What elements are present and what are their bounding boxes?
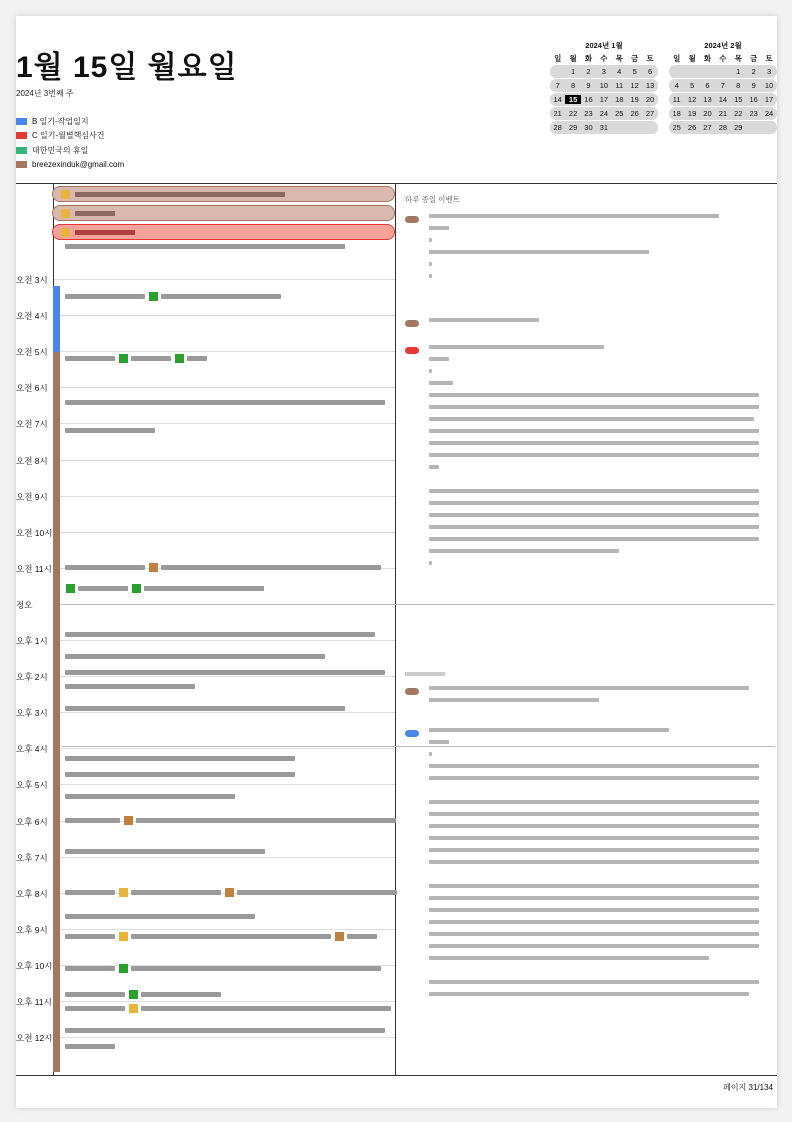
- legend-label: 대한민국의 휴일: [32, 146, 89, 155]
- blurred-text: [131, 966, 381, 971]
- day-cell[interactable]: 29: [568, 123, 578, 132]
- event[interactable]: [62, 632, 375, 637]
- day-cell[interactable]: 28: [718, 123, 728, 132]
- hour-gridline: [54, 315, 395, 316]
- day-cell[interactable]: 20: [645, 95, 655, 104]
- day-cell[interactable]: 7: [720, 81, 725, 90]
- weekday-label: 토: [646, 54, 654, 63]
- week-row: [550, 93, 658, 106]
- allday-event[interactable]: [52, 186, 395, 202]
- hour-gridline: [54, 748, 395, 749]
- day-cell[interactable]: 19: [687, 109, 697, 118]
- day-cell[interactable]: 22: [734, 109, 743, 118]
- hour-gridline: [54, 857, 395, 858]
- column-divider: [395, 183, 396, 1075]
- hour-gridline: [54, 712, 395, 713]
- day-cell[interactable]: 12: [630, 81, 639, 90]
- day-cell[interactable]: 7: [555, 81, 560, 90]
- weekday-label: 월: [569, 54, 577, 63]
- day-cell[interactable]: 25: [672, 123, 681, 132]
- blurred-text: [75, 230, 135, 235]
- event-bar-brown: [53, 352, 60, 1072]
- hour-gridline: [54, 640, 395, 641]
- event[interactable]: [62, 400, 385, 405]
- day-cell[interactable]: 23: [584, 109, 593, 118]
- week-row: [669, 65, 777, 78]
- hour-label: 오후 3시: [16, 708, 48, 719]
- blurred-text: [65, 565, 145, 570]
- hour-label: 오후 5시: [16, 780, 48, 791]
- hour-label: 오후 8시: [16, 888, 48, 899]
- event-color-dot: [405, 730, 419, 737]
- hour-label: 오전 12시: [16, 1033, 53, 1044]
- event[interactable]: [62, 584, 264, 593]
- checkbox-icon: [149, 292, 158, 301]
- weekday-label: 토: [765, 54, 773, 63]
- blurred-text: [65, 1044, 115, 1049]
- day-cell[interactable]: 18: [615, 95, 624, 104]
- legend-item: [16, 160, 124, 169]
- event-color-dot: [405, 347, 419, 354]
- hour-gridline: [54, 423, 395, 424]
- event-color-dot: [405, 688, 419, 695]
- week-row: [669, 107, 777, 120]
- event-emoji-icon: [61, 190, 70, 199]
- blurred-text: [161, 565, 381, 570]
- checkbox-icon: [66, 584, 75, 593]
- event[interactable]: [62, 849, 265, 854]
- day-cell[interactable]: 2: [751, 67, 756, 76]
- event[interactable]: [62, 1028, 385, 1033]
- day-cell[interactable]: 18: [672, 109, 681, 118]
- week-row: [550, 65, 658, 78]
- event-color-dot: [405, 320, 419, 327]
- event[interactable]: [62, 670, 385, 675]
- weekday-label: 목: [615, 54, 623, 63]
- day-cell[interactable]: 15: [565, 95, 580, 104]
- blurred-text: [65, 706, 345, 711]
- mini-calendar-title: 2024년 1월: [585, 41, 623, 50]
- day-cell[interactable]: 30: [584, 123, 593, 132]
- blurred-text: [187, 356, 207, 361]
- legend-swatch: [16, 118, 27, 125]
- day-cell[interactable]: 3: [766, 67, 772, 76]
- hour-gridline: [54, 784, 395, 785]
- hour-label: 오전 3시: [16, 275, 48, 285]
- mini-calendar-title: 2024년 2월: [704, 41, 742, 50]
- weekday-label: 일: [673, 54, 681, 63]
- day-cell[interactable]: 11: [615, 81, 624, 90]
- page-number: 페이지 31/134: [723, 1083, 773, 1092]
- blurred-text: [65, 794, 235, 799]
- legend-label: C 일기-월별핵심사건: [32, 131, 105, 140]
- blurred-text: [65, 1028, 385, 1033]
- day-cell[interactable]: 27: [703, 123, 712, 132]
- hour-gridline: [54, 929, 395, 930]
- event-color-dot: [405, 216, 419, 223]
- hour-gridline: [54, 279, 395, 280]
- day-cell[interactable]: 2: [586, 67, 591, 76]
- legend-item: [16, 116, 89, 127]
- legend-swatch: [16, 161, 27, 168]
- event[interactable]: [62, 428, 155, 433]
- week-row: [550, 79, 658, 92]
- legend-label: B 일기-작업일지: [32, 117, 89, 126]
- weekday-row: [550, 52, 658, 65]
- event[interactable]: [62, 772, 295, 777]
- hour-label: 오전 7시: [16, 419, 48, 430]
- blurred-text: [144, 586, 264, 591]
- day-cell[interactable]: 6: [647, 67, 653, 76]
- hour-gridline: [54, 460, 395, 461]
- event-emoji-icon: [124, 816, 133, 825]
- day-cell[interactable]: 13: [703, 95, 712, 104]
- day-cell[interactable]: 8: [736, 81, 741, 90]
- event[interactable]: [62, 684, 195, 689]
- legend-swatch: [16, 147, 27, 154]
- day-cell[interactable]: 4: [617, 67, 622, 76]
- blurred-text: [131, 890, 221, 895]
- blurred-text: [237, 890, 397, 895]
- blurred-text: [78, 586, 128, 591]
- day-cell[interactable]: 5: [690, 81, 695, 90]
- event[interactable]: [62, 292, 281, 301]
- mini-calendar-february: [669, 40, 777, 135]
- week-row: [669, 93, 777, 106]
- day-cell[interactable]: 31: [599, 123, 609, 132]
- hour-label: 오전 5시: [16, 347, 48, 358]
- event[interactable]: [62, 794, 235, 799]
- blurred-text: [65, 966, 115, 971]
- mini-calendar-january: [550, 40, 658, 135]
- blurred-text: [131, 934, 331, 939]
- hour-label: 오후 9시: [16, 924, 48, 935]
- checkbox-icon: [175, 354, 184, 363]
- event[interactable]: [62, 756, 295, 761]
- hour-label: 오후 7시: [16, 852, 48, 863]
- event-emoji-icon: [149, 563, 158, 572]
- allday-event[interactable]: [52, 224, 395, 240]
- weekday-row: [669, 52, 777, 65]
- section-title-blurred: [405, 672, 765, 676]
- blurred-text: [65, 992, 125, 997]
- week-row: [669, 121, 777, 134]
- event[interactable]: [62, 654, 325, 659]
- weekday-label: 일: [554, 54, 562, 63]
- checkbox-icon: [119, 964, 128, 973]
- blurred-text: [141, 992, 221, 997]
- day-cell[interactable]: 26: [630, 109, 639, 118]
- event-separator: [62, 604, 775, 605]
- weekday-label: 금: [750, 54, 758, 63]
- hour-label: 오후 11시: [16, 997, 52, 1007]
- checkbox-icon: [119, 354, 128, 363]
- event[interactable]: [62, 563, 381, 572]
- week-label: 2024년 3번째 주: [16, 89, 74, 98]
- event-bar-blue: [53, 286, 60, 352]
- event[interactable]: [62, 888, 397, 897]
- day-cell[interactable]: 15: [734, 95, 743, 104]
- weekday-label: 금: [631, 54, 639, 63]
- day-cell[interactable]: 16: [749, 95, 758, 104]
- weekday-label: 수: [600, 54, 608, 63]
- day-cell[interactable]: 17: [764, 95, 774, 104]
- weekday-label: 목: [734, 54, 742, 63]
- blurred-text: [141, 1006, 391, 1011]
- day-cell[interactable]: 23: [749, 109, 758, 118]
- blurred-text: [65, 654, 325, 659]
- hour-label: 오전 4시: [16, 311, 48, 322]
- event[interactable]: [62, 914, 255, 919]
- hour-label: 오전 10시: [16, 527, 53, 538]
- event[interactable]: [62, 1004, 391, 1013]
- day-cell[interactable]: 8: [571, 81, 576, 90]
- event[interactable]: [62, 964, 381, 973]
- weekday-label: 월: [688, 54, 696, 63]
- event-emoji-icon: [61, 228, 70, 237]
- hour-label: 오후 2시: [16, 672, 48, 683]
- hour-label: 정오: [16, 599, 33, 610]
- event-emoji-icon: [61, 209, 70, 218]
- hour-label: 오후 10시: [16, 960, 53, 971]
- day-cell[interactable]: 1: [736, 67, 741, 76]
- blurred-text: [161, 294, 281, 299]
- weekday-label: 화: [703, 54, 712, 63]
- blurred-text: [65, 244, 345, 249]
- blurred-text: [65, 890, 115, 895]
- day-cell[interactable]: 13: [645, 81, 655, 90]
- hour-gridline: [54, 1037, 395, 1038]
- blurred-text: [65, 400, 385, 405]
- blurred-text: [65, 772, 295, 777]
- hour-gridline: [54, 1001, 395, 1002]
- event[interactable]: [62, 1044, 115, 1049]
- day-cell[interactable]: 22: [568, 109, 578, 118]
- allday-section-title: 하루 종일 이벤트: [405, 195, 460, 204]
- hour-gridline: [54, 676, 395, 677]
- blurred-text: [65, 356, 115, 361]
- day-cell[interactable]: 17: [599, 95, 609, 104]
- day-grid: [53, 183, 395, 1075]
- day-cell[interactable]: 10: [599, 81, 609, 90]
- event[interactable]: [62, 816, 396, 825]
- blurred-text: [75, 192, 285, 197]
- blurred-text: [65, 428, 155, 433]
- blurred-text: [136, 818, 396, 823]
- event[interactable]: [62, 990, 221, 999]
- hour-gridline: [54, 532, 395, 533]
- week-row: [550, 107, 658, 120]
- blurred-text: [65, 934, 115, 939]
- hour-label: 오후 1시: [16, 636, 48, 646]
- day-cell[interactable]: 1: [571, 67, 576, 76]
- checkbox-icon: [132, 584, 141, 593]
- blurred-text: [65, 632, 375, 637]
- blurred-text: [347, 934, 377, 939]
- page-title: 1월 15일 월요일: [16, 51, 238, 84]
- day-cell[interactable]: 3: [601, 67, 606, 76]
- weekday-label: 수: [719, 54, 727, 63]
- legend-item: [16, 145, 88, 156]
- hour-label: 오전 6시: [16, 383, 48, 394]
- blurred-text: [65, 670, 385, 675]
- blurred-text: [75, 211, 115, 216]
- hour-gridline: [54, 496, 395, 497]
- hour-label: 오전 11시: [16, 563, 52, 574]
- day-cell[interactable]: 9: [751, 81, 756, 90]
- event[interactable]: [62, 932, 377, 941]
- day-cell[interactable]: 14: [553, 95, 562, 104]
- event-detail-pane: [405, 194, 765, 205]
- legend-label: breezexinduk@gmail.com: [32, 160, 125, 169]
- day-cell[interactable]: 26: [687, 123, 697, 132]
- blurred-text: [65, 849, 265, 854]
- week-row: [669, 79, 777, 92]
- day-cell[interactable]: 24: [599, 109, 609, 118]
- event-emoji-icon: [335, 932, 344, 941]
- day-cell[interactable]: 11: [672, 95, 681, 104]
- checkbox-icon: [129, 990, 138, 999]
- blurred-text: [65, 914, 255, 919]
- hour-label: 오후 4시: [16, 744, 48, 755]
- blurred-text: [65, 818, 120, 823]
- day-cell[interactable]: 4: [674, 81, 679, 90]
- day-cell[interactable]: 16: [584, 95, 593, 104]
- week-row: [550, 121, 658, 134]
- blurred-text: [131, 356, 171, 361]
- day-cell[interactable]: 27: [645, 109, 655, 118]
- day-cell[interactable]: 24: [764, 109, 774, 118]
- day-cell[interactable]: 9: [586, 81, 591, 90]
- footer-divider: [16, 1075, 777, 1076]
- day-cell[interactable]: 14: [718, 95, 728, 104]
- hour-gridline: [54, 387, 395, 388]
- day-cell[interactable]: 28: [553, 123, 562, 132]
- day-cell[interactable]: 25: [615, 109, 624, 118]
- day-cell[interactable]: 6: [705, 81, 710, 90]
- blurred-text: [65, 756, 295, 761]
- legend-swatch: [16, 132, 27, 139]
- hour-label: 오전 9시: [16, 491, 48, 502]
- day-cell[interactable]: 21: [718, 109, 728, 118]
- blurred-text: [65, 294, 145, 299]
- allday-event[interactable]: [52, 205, 395, 221]
- event-emoji-icon: [225, 888, 234, 897]
- event-emoji-icon: [129, 1004, 138, 1013]
- day-cell[interactable]: 5: [632, 67, 637, 76]
- hour-gridline: [54, 351, 395, 352]
- weekday-label: 화: [584, 54, 593, 63]
- hour-label: 오전 8시: [16, 455, 48, 466]
- event[interactable]: [62, 706, 345, 711]
- blurred-text: [65, 1006, 125, 1011]
- legend-item: [16, 130, 105, 141]
- day-cell[interactable]: 10: [764, 81, 774, 90]
- blurred-text: [65, 684, 195, 689]
- day-cell[interactable]: 20: [703, 109, 712, 118]
- document-page: [16, 16, 777, 1108]
- day-cell[interactable]: 19: [630, 95, 639, 104]
- event[interactable]: [62, 354, 207, 363]
- day-cell[interactable]: 21: [553, 109, 562, 118]
- event-emoji-icon: [119, 932, 128, 941]
- day-cell[interactable]: 12: [687, 95, 697, 104]
- day-cell[interactable]: 29: [734, 123, 743, 132]
- event[interactable]: [62, 244, 345, 249]
- hour-label: 오후 6시: [16, 816, 48, 827]
- event-emoji-icon: [119, 888, 128, 897]
